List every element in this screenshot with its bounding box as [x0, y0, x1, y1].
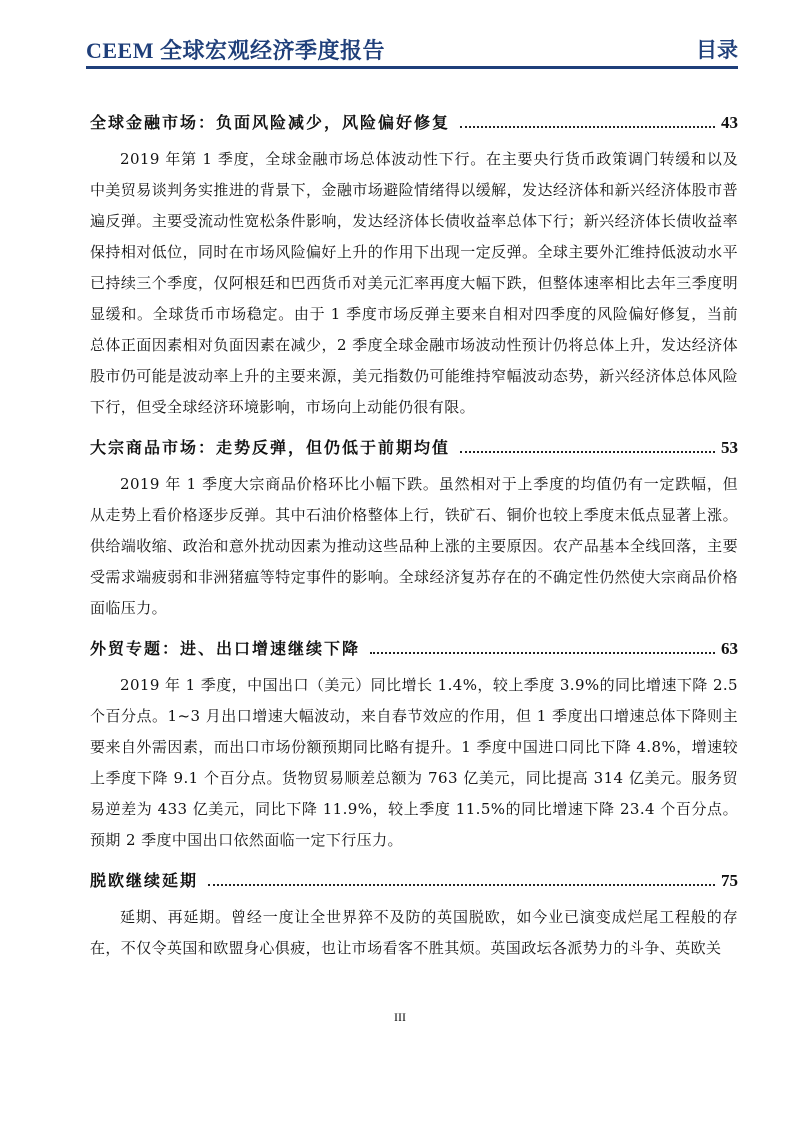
summary-paragraph: 延期、再延期。曾经一度让全世界猝不及防的英国脱欧，如今业已演变成烂尾工程般的存在，不仅令英国和欧盟身心俱疲，也让市场看客不胜其烦。英国政坛各派势力的斗争、英欧关: [90, 908, 738, 957]
page-header: [86, 30, 738, 69]
toc-entry-financial-markets[interactable]: [90, 108, 738, 138]
toc-entry-title: 大宗商品市场：走势反弹，但仍低于前期均值: [90, 438, 451, 457]
summary-paragraph: 2019 年第 1 季度，全球金融市场总体波动性下行。在主要央行货币政策调门转缓和以及中美贸易谈判务实推进的背景下，金融市场避险情绪得以缓解，发达经济体和新兴经济体股市普遍反弹。主要受流动性宽松条件影响，发达经济体长债收益率总体下行；新兴经济体长债收益率保持相对低位，同时在市场风险偏好上升的作用下出现一定反弹。全球主要外汇维持低波动水平已持续三个季度，仅阿根廷和巴西货币对美元汇率再度大幅下跌，但整体速率相比去年三季度明显缓和。全球货币市场稳定。由于 1 季度市场反弹主要来自相对四季度的风险偏好修复，当前总体正面因素相对负面因素在减少，2 季度全球金融市场波动性预计仍将总体上升，发达经济体股市仍可能是波动率上升的主要来源，美元指数仍可能维持窄幅波动态势，新兴经济体总体风险下行，但受全球经济环境影响，市场向上动能仍很有限。: [90, 150, 738, 416]
toc-entry-title: 外贸专题：进、出口增速继续下降: [90, 639, 361, 658]
toc-entry-page: 75: [721, 871, 738, 890]
toc-entry-page: 53: [721, 438, 738, 457]
dot-leader: [208, 884, 715, 886]
toc-content: [90, 108, 738, 974]
report-title: CEEM 全球宏观经济季度报告: [86, 38, 386, 63]
summary-paragraph: 2019 年 1 季度大宗商品价格环比小幅下跌。虽然相对于上季度的均值仍有一定跌幅，但从走势上看价格逐步反弹。其中石油价格整体上行，铁矿石、铜价也较上季度末低点显著上涨。供给端收缩、政治和意外扰动因素为推动这些品种上涨的主要原因。农产品基本全线回落，主要受需求端疲弱和非洲猪瘟等特定事件的影响。全球经济复苏存在的不确定性仍然使大宗商品价格面临压力。: [90, 475, 738, 617]
summary-paragraph: 2019 年 1 季度，中国出口（美元）同比增长 1.4%，较上季度 3.9%的同比增速下降 2.5 个百分点。1~3 月出口增速大幅波动，来自春节效应的作用，但 1 季度出口增速总体下降则主要来自外需因素，而出口市场份额预期同比略有提升。1 季度中国进口同比下降 4.8%，增速较上季度下降 9.1 个百分点。货物贸易顺差总额为 763 亿美元，同比提高 314 亿美元。服务贸易逆差为 433 亿美元，同比下降 11.9%，较上季度 11.5%的同比增速下降 23.4 个百分点。预期 2 季度中国出口依然面临一定下行压力。: [90, 676, 738, 849]
toc-entry-title: 脱欧继续延期: [90, 871, 199, 890]
dot-leader: [460, 126, 715, 128]
dot-leader: [370, 652, 715, 654]
page-number: III: [394, 1010, 406, 1024]
toc-entry-page: 63: [721, 639, 738, 658]
toc-entry-title: 全球金融市场：负面风险减少，风险偏好修复: [90, 113, 451, 132]
toc-entry-page: 43: [721, 113, 738, 132]
toc-entry-commodities[interactable]: [90, 433, 738, 463]
toc-entry-foreign-trade[interactable]: [90, 634, 738, 664]
toc-entry-brexit[interactable]: [90, 866, 738, 896]
section-label: 目录: [696, 37, 738, 62]
dot-leader: [460, 451, 715, 453]
